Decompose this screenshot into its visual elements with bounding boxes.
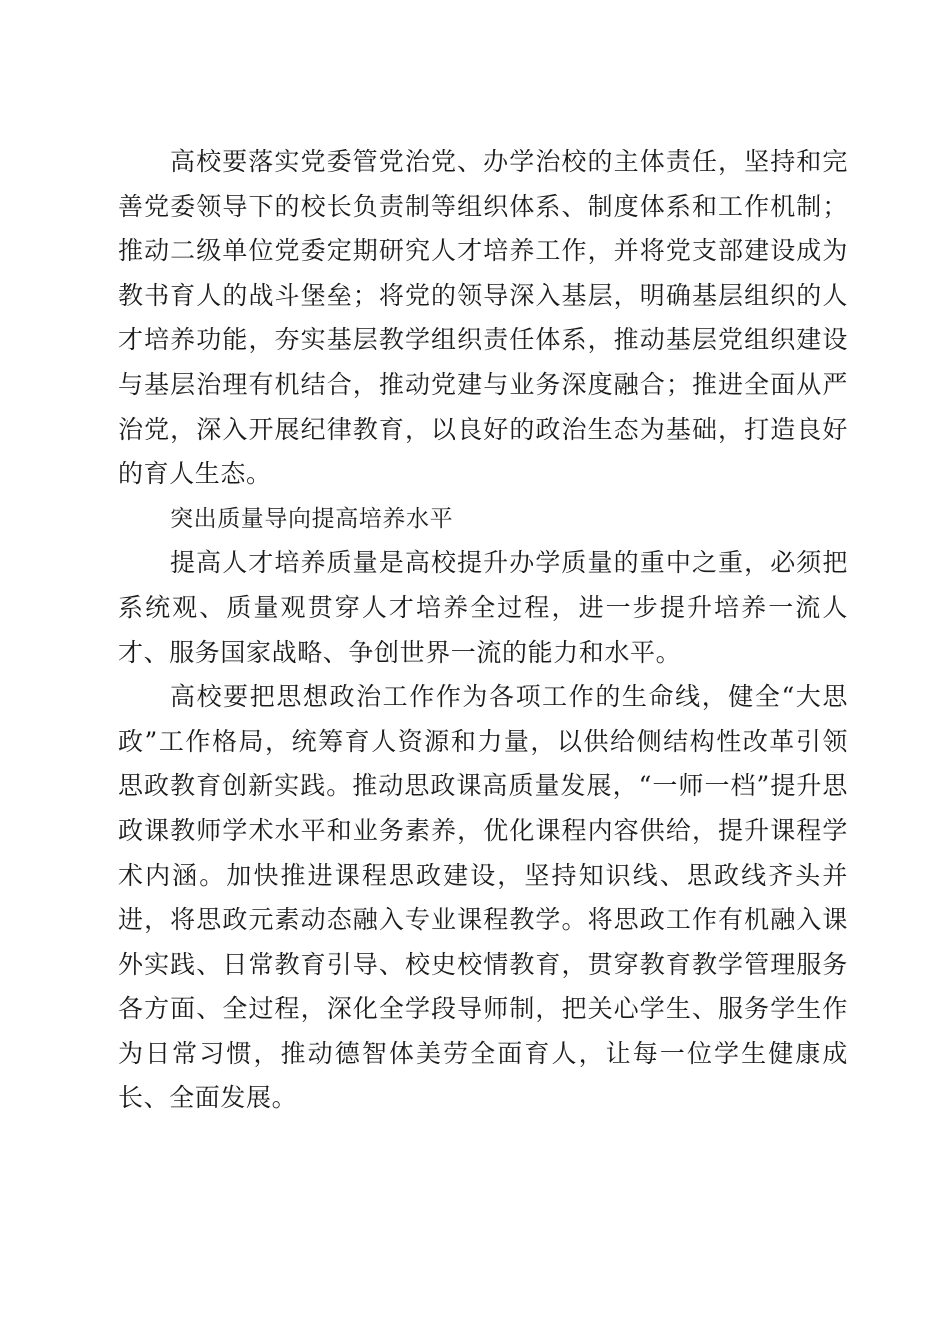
document-body: [118, 140, 848, 1121]
section-heading: 突出质量导向提高培养水平: [170, 505, 454, 532]
paragraph-party-responsibility: 高校要落实党委管党治党、办学治校的主体责任，坚持和完善党委领导下的校长负责制等组织体系、制度体系和工作机制；推动二级单位党委定期研究人才培养工作，并将党支部建设成为教书育人的战斗堡垒；将党的领导深入基层，明确基层组织的人才培养功能，夯实基层教学组织责任体系，推动基层党组织建设与基层治理有机结合，推动党建与业务深度融合；推进全面从严治党，深入开展纪律教育，以良好的政治生态为基础，打造良好的育人生态。: [118, 147, 848, 489]
paragraph-ideological-work: 高校要把思想政治工作作为各项工作的生命线，健全“大思政”工作格局，统筹育人资源和力量，以供给侧结构性改革引领思政教育创新实践。推动思政课高质量发展，“一师一档”提升思政课教师学术水平和业务素养，优化课程内容供给，提升课程学术内涵。加快推进课程思政建设，坚持知识线、思政线齐头并进，将思政元素动态融入专业课程教学。将思政工作有机融入课外实践、日常教育引导、校史校情教育，贯穿教育教学管理服务各方面、全过程，深化全学段导师制，把关心学生、服务学生作为日常习惯，推动德智体美劳全面育人，让每一位学生健康成长、全面发展。: [118, 682, 848, 1113]
paragraph-training-quality: 提高人才培养质量是高校提升办学质量的重中之重，必须把系统观、质量观贯穿人才培养全过程，进一步提升培养一流人才、服务国家战略、争创世界一流的能力和水平。: [118, 548, 848, 667]
